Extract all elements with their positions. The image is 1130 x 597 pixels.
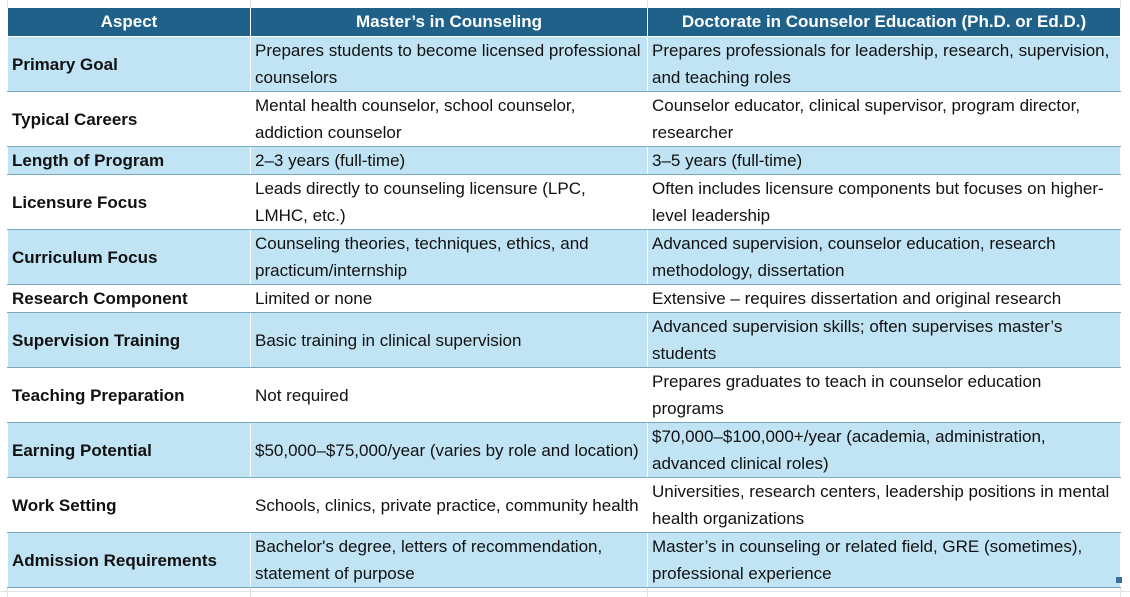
table-row	[8, 313, 1121, 368]
aspect-cell[interactable]: Primary Goal	[8, 37, 251, 92]
doctorate-cell[interactable]: Advanced supervision, counselor education, research methodology, dissertation	[648, 230, 1121, 285]
header-cell-aspect[interactable]: Aspect	[8, 8, 251, 37]
doctorate-cell[interactable]: Extensive – requires dissertation and original research	[648, 285, 1121, 313]
aspect-cell[interactable]: Curriculum Focus	[8, 230, 251, 285]
masters-cell[interactable]: 2–3 years (full-time)	[251, 147, 648, 175]
doctorate-cell[interactable]: Prepares professionals for leadership, research, supervision, and teaching roles	[648, 37, 1121, 92]
masters-cell[interactable]: Prepares students to become licensed professional counselors	[251, 37, 648, 92]
table-row	[8, 92, 1121, 147]
aspect-cell[interactable]: Length of Program	[8, 147, 251, 175]
masters-cell[interactable]: Leads directly to counseling licensure (LPC, LMHC, etc.)	[251, 175, 648, 230]
header-row	[8, 8, 1121, 37]
table-row	[8, 533, 1121, 588]
masters-cell[interactable]: Basic training in clinical supervision	[251, 313, 648, 368]
table-row	[8, 368, 1121, 423]
comparison-table	[7, 8, 1121, 588]
header-cell-doctorate[interactable]: Doctorate in Counselor Education (Ph.D. or Ed.D.)	[648, 8, 1121, 37]
aspect-cell[interactable]: Work Setting	[8, 478, 251, 533]
doctorate-cell[interactable]: 3–5 years (full-time)	[648, 147, 1121, 175]
masters-cell[interactable]: $50,000–$75,000/year (varies by role and location)	[251, 423, 648, 478]
table-row	[8, 478, 1121, 533]
table-row	[8, 37, 1121, 92]
table-row	[8, 423, 1121, 478]
aspect-cell[interactable]: Admission Requirements	[8, 533, 251, 588]
table-row	[8, 230, 1121, 285]
doctorate-cell[interactable]: Master’s in counseling or related field, GRE (sometimes), professional experience	[648, 533, 1121, 588]
doctorate-cell[interactable]: Advanced supervision skills; often supervises master’s students	[648, 313, 1121, 368]
aspect-cell[interactable]: Teaching Preparation	[8, 368, 251, 423]
masters-cell[interactable]: Schools, clinics, private practice, community health	[251, 478, 648, 533]
aspect-cell[interactable]: Research Component	[8, 285, 251, 313]
aspect-cell[interactable]: Licensure Focus	[8, 175, 251, 230]
masters-cell[interactable]: Limited or none	[251, 285, 648, 313]
aspect-cell[interactable]: Typical Careers	[8, 92, 251, 147]
doctorate-cell[interactable]: Prepares graduates to teach in counselor education programs	[648, 368, 1121, 423]
masters-cell[interactable]: Counseling theories, techniques, ethics, and practicum/internship	[251, 230, 648, 285]
doctorate-cell[interactable]: $70,000–$100,000+/year (academia, administration, advanced clinical roles)	[648, 423, 1121, 478]
masters-cell[interactable]: Not required	[251, 368, 648, 423]
aspect-cell[interactable]: Earning Potential	[8, 423, 251, 478]
masters-cell[interactable]: Mental health counselor, school counselor, addiction counselor	[251, 92, 648, 147]
doctorate-cell[interactable]: Counselor educator, clinical supervisor, program director, researcher	[648, 92, 1121, 147]
aspect-cell[interactable]: Supervision Training	[8, 313, 251, 368]
table-resize-handle[interactable]	[1116, 577, 1122, 583]
doctorate-cell[interactable]: Universities, research centers, leadership positions in mental health organizations	[648, 478, 1121, 533]
doctorate-cell[interactable]: Often includes licensure components but focuses on higher-level leadership	[648, 175, 1121, 230]
table-row	[8, 175, 1121, 230]
masters-cell[interactable]: Bachelor's degree, letters of recommendation, statement of purpose	[251, 533, 648, 588]
table-row	[8, 285, 1121, 313]
table-row	[8, 147, 1121, 175]
header-cell-masters[interactable]: Master’s in Counseling	[251, 8, 648, 37]
